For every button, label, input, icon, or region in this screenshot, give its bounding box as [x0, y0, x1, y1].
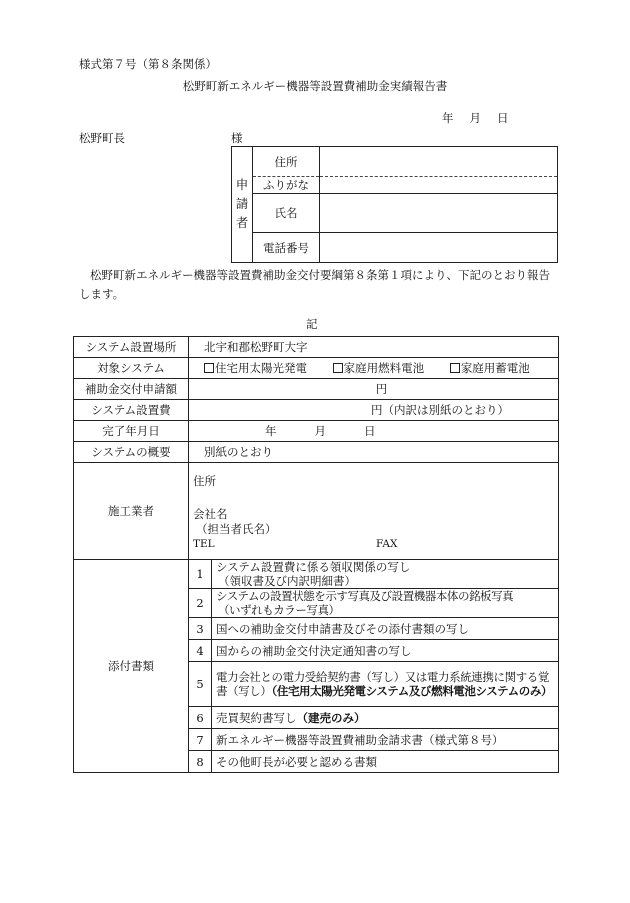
grant-amount-unit: 円	[375, 382, 388, 396]
date-day: 日	[497, 111, 509, 125]
attachments-label: 添付書類	[74, 560, 189, 773]
attachment-number: 1	[189, 560, 212, 589]
phone-field[interactable]	[320, 233, 558, 263]
option-label: 家庭用燃料電池	[343, 361, 425, 375]
attachment-number: 4	[189, 640, 212, 662]
document-title: 松野町新エネルギー機器等設置費補助金実績報告書	[182, 79, 448, 93]
applicant-label-char: 請	[235, 196, 249, 212]
address-label: 住所	[253, 147, 320, 177]
report-details-table	[73, 336, 559, 773]
attachment-text: 電力会社との電力受給契約書（写し）又は電力系統連携に関する覚書（写し）	[216, 670, 549, 698]
attachment-number: 3	[189, 618, 212, 640]
attachment-text: 新エネルギー機器等設置費補助金請求書（様式第８号）	[216, 732, 504, 747]
recipient-honorific: 様	[231, 131, 243, 145]
attachment-note: （住宅用太陽光発電システム及び燃料電池システムのみ）	[271, 684, 553, 698]
report-date	[442, 112, 509, 126]
location-label: システム設置場所	[74, 337, 189, 358]
attachment-number: 6	[189, 707, 212, 729]
attachment-number: 7	[189, 729, 212, 751]
contractor-label: 施工業者	[74, 463, 189, 560]
completion-date-field[interactable]	[189, 421, 559, 442]
checkbox[interactable]	[333, 363, 343, 373]
attachment-subtext: （いずれもカラー写真）	[218, 603, 340, 617]
system-option-fuel-cell[interactable]	[333, 360, 425, 376]
contractor-tel-label: TEL	[193, 538, 215, 550]
contractor-details	[193, 463, 558, 558]
option-label: 家庭用蓄電池	[460, 361, 530, 375]
name-label: 氏名	[253, 194, 320, 233]
attachment-item	[212, 589, 559, 618]
contractor-company-label: 会社名	[193, 507, 228, 521]
install-cost-unit: 円（内訳は別紙のとおり）	[371, 403, 509, 417]
attachment-text: 売買契約書写し	[216, 710, 297, 725]
contractor-fax-label: FAX	[376, 538, 398, 550]
completion-year: 年	[265, 424, 277, 438]
phone-label: 電話番号	[253, 233, 320, 263]
checkbox[interactable]	[450, 363, 460, 373]
applicant-label	[232, 147, 253, 263]
install-cost-field[interactable]	[189, 400, 559, 421]
grant-amount-field[interactable]	[189, 379, 559, 400]
attachment-text: システム設置費に係る領収関係の写し	[216, 560, 411, 574]
applicant-table	[231, 146, 558, 263]
applicant-label-char: 者	[235, 214, 249, 230]
overview-field[interactable]: 別紙のとおり	[189, 442, 559, 463]
attachment-number: 8	[189, 751, 212, 773]
contractor-field[interactable]	[189, 463, 559, 560]
attachment-item	[212, 560, 559, 589]
overview-label: システムの概要	[74, 442, 189, 463]
system-option-battery[interactable]	[450, 360, 530, 376]
attachment-text: システムの設置状態を示す写真及び設置機器本体の銘板写真	[216, 589, 514, 603]
attachment-text: その他町長が必要と認める書類	[216, 754, 377, 769]
attachment-item	[212, 640, 559, 662]
attachment-item	[212, 707, 559, 729]
date-year: 年	[442, 111, 454, 125]
furigana-label: ふりがな	[253, 177, 320, 194]
system-option-solar[interactable]	[204, 360, 307, 376]
recipient-name: 松野町長	[79, 131, 125, 145]
location-field[interactable]: 北宇和郡松野町大字	[189, 337, 559, 358]
attachment-item	[212, 618, 559, 640]
attachment-note: （建売のみ）	[296, 710, 366, 725]
attachment-item	[212, 729, 559, 751]
completion-date-label: 完了年月日	[74, 421, 189, 442]
completion-day: 日	[364, 424, 376, 438]
name-field[interactable]	[320, 194, 558, 233]
attachment-text: 国からの補助金交付決定通知書の写し	[216, 643, 412, 658]
furigana-field[interactable]	[320, 177, 558, 194]
attachment-subtext: （領収書及び内訳明細書）	[218, 574, 356, 588]
ki-label: 記	[306, 317, 318, 331]
attachment-number: 2	[189, 589, 212, 618]
attachment-number: 5	[189, 662, 212, 707]
date-month: 月	[469, 111, 481, 125]
form-number: 様式第７号（第８条関係）	[79, 57, 217, 71]
option-label: 住宅用太陽光発電	[215, 361, 307, 375]
grant-amount-label: 補助金交付申請額	[74, 379, 189, 400]
attachment-text: 国への補助金交付申請書及びその添付書類の写し	[216, 621, 469, 636]
contractor-person-label: （担当者氏名）	[196, 522, 277, 536]
address-field[interactable]	[320, 147, 558, 177]
system-label: 対象システム	[74, 358, 189, 379]
attachment-item	[212, 751, 559, 773]
contractor-address-label: 住所	[193, 474, 216, 488]
completion-month: 月	[314, 424, 326, 438]
checkbox[interactable]	[204, 363, 214, 373]
attachment-item	[212, 662, 559, 707]
system-options	[189, 358, 559, 379]
applicant-label-char: 申	[235, 177, 249, 193]
report-statement: 松野町新エネルギー機器等設置費補助金交付要綱第８条第１項により、下記のとおり報告します。	[79, 268, 550, 301]
install-cost-label: システム設置費	[74, 400, 189, 421]
